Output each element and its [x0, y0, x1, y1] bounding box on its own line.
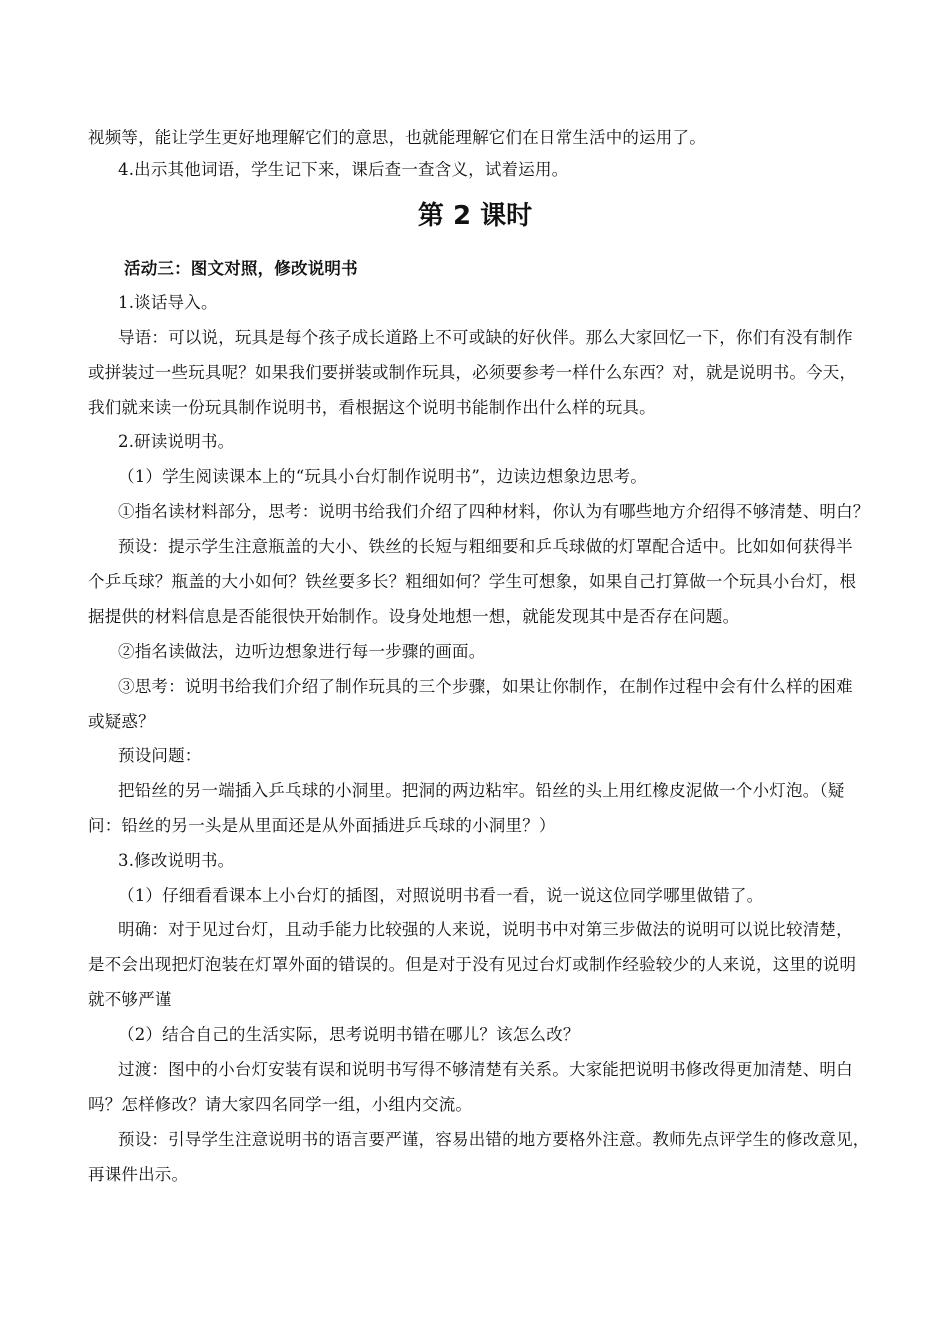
- paragraph-line: 2.研读说明书。: [118, 432, 235, 451]
- paragraph-line: 4.出示其他词语，学生记下来，课后查一查含义，试着运用。: [118, 160, 569, 179]
- section-title: 第 2 课时: [417, 201, 533, 231]
- paragraph-line: 吗？怎样修改？请大家四名同学一组，小组内交流。: [88, 1095, 473, 1114]
- paragraph-line: （1）学生阅读课本上的“玩具小台灯制作说明书”，边读边想象边思考。: [118, 467, 647, 486]
- paragraph-line: 1.谈话导入。: [118, 293, 218, 312]
- paragraph-line: 预设问题：: [118, 746, 202, 765]
- paragraph-line: 预设：引导学生注意说明书的语言要严谨，容易出错的地方要格外注意。教师先点评学生的修改意见，: [118, 1130, 870, 1149]
- paragraph-line: 过渡：图中的小台灯安装有误和说明书写得不够清楚有关系。大家能把说明书修改得更加清楚、明白: [118, 1060, 853, 1079]
- paragraph-line: 明确：对于见过台灯，且动手能力比较强的人来说，说明书中对第三步做法的说明可以说比较清楚，: [118, 920, 853, 939]
- paragraph-line: （1）仔细看看课本上小台灯的插图，对照说明书看一看，说一说这位同学哪里做错了。: [118, 886, 764, 905]
- paragraph-line: ②指名读做法，边听边想象进行每一步骤的画面。: [118, 642, 486, 661]
- paragraph-line: 预设：提示学生注意瓶盖的大小、铁丝的长短与粗细要和乒乓球做的灯罩配合适中。比如如何获得半: [118, 537, 853, 556]
- activity-heading: 活动三：图文对照，修改说明书: [124, 259, 358, 278]
- paragraph-line: 是不会出现把灯泡装在灯罩外面的错误的。但是对于没有见过台灯或制作经验较少的人来说，这里的说明: [88, 955, 857, 974]
- paragraph-line: 或拼装过一些玩具呢？如果我们要拼装或制作玩具，必须要参考一样什么东西？对，就是说明书。今天，: [88, 363, 857, 382]
- paragraph-line: 我们就来读一份玩具制作说明书，看根据这个说明书能制作出什么样的玩具。: [88, 398, 656, 417]
- paragraph-line: 就不够严谨: [88, 990, 172, 1009]
- paragraph-line: 导语：可以说，玩具是每个孩子成长道路上不可或缺的好伙伴。那么大家回忆一下，你们有没有制作: [118, 328, 853, 347]
- paragraph-line: 个乒乓球？瓶盖的大小如何？铁丝要多长？粗细如何？学生可想象，如果自己打算做一个玩具小台灯，根: [88, 572, 857, 591]
- paragraph-line: ①指名读材料部分，思考：说明书给我们介绍了四种材料，你认为有哪些地方介绍得不够清楚、明白？: [118, 502, 870, 521]
- paragraph-line: 据提供的材料信息是否能很快开始制作。设身处地想一想，就能发现其中是否存在问题。: [88, 607, 740, 626]
- paragraph-line: （2）结合自己的生活实际，思考说明书错在哪儿？该怎么改？: [118, 1025, 580, 1044]
- paragraph-line: ③思考：说明书给我们介绍了制作玩具的三个步骤，如果让你制作，在制作过程中会有什么样的困难: [118, 677, 853, 696]
- paragraph-line: 3.修改说明书。: [118, 851, 235, 870]
- paragraph-line: 问：铅丝的另一头是从里面还是从外面插进乒乓球的小洞里？）: [88, 816, 556, 835]
- paragraph-line: 把铅丝的另一端插入乒乓球的小洞里。把洞的两边粘牢。铅丝的头上用红橡皮泥做一个小灯泡。（疑: [118, 781, 845, 800]
- paragraph-line: 或疑惑？: [88, 712, 155, 731]
- paragraph-line: 再课件出示。: [88, 1165, 189, 1184]
- paragraph-line: 视频等，能让学生更好地理解它们的意思，也就能理解它们在日常生活中的运用了。: [88, 128, 706, 147]
